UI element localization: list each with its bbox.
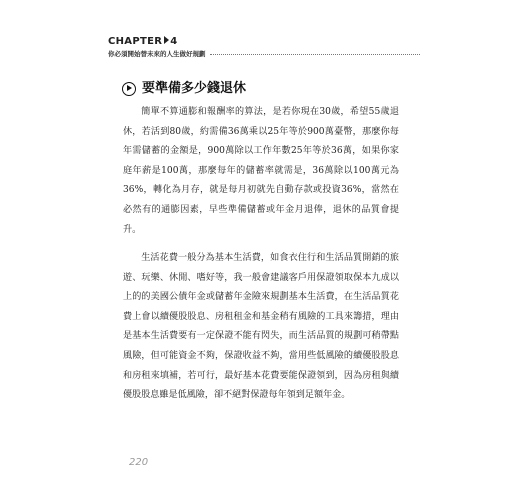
chapter-subtitle-row bbox=[108, 50, 420, 58]
section-title: 要準備多少錢退休 bbox=[142, 81, 247, 96]
page-number: 220 bbox=[129, 457, 149, 468]
section-heading bbox=[122, 81, 246, 96]
chapter-subtitle: 你必須開始替未來的人生做好規劃 bbox=[108, 50, 206, 58]
body-paragraph-1: 簡單不算通膨和報酬率的算法，是若你現在30歲，希望55歲退休，若活到80歲，約需備36萬乘以25年等於900萬臺幣，那麼你每年需儲蓄的金額是，900萬除以工作年數25年等於36萬，如果你家庭年薪是100萬，那麼每年的儲蓄率就需是，36萬除以100萬元為36%，轉化為月存，就是每月初就先自動存款或投資36%，當然在必然有的通膨因素，早些準備儲蓄或年金月退俸，退休的品質會提升。 bbox=[123, 107, 399, 235]
chapter-dotted-rule bbox=[210, 54, 421, 55]
chapter-arrow-icon bbox=[164, 36, 169, 44]
body-paragraph-2: 生活花費一般分為基本生活費，如食衣住行和生活品質開銷的旅遊、玩樂、休閒、嗜好等，我一般會建議客戶用保證領取保本九成以上的的美國公債年金或儲蓄年金險來規劃基本生活費，在生活品質花費上會以續優股股息、房租租金和基金稍有風險的工具來籌措，理由是基本生活費要有一定保證不能有閃失，而生活品質的規劃可稍帶點風險，但可能資金不夠，保證收益不夠，當用些低風險的續優股股息和房租來填補，若可行，最好基本花費要能保證領到，因為房租與續優股股息雖是低風險，卻不絕對保證每年領到足額年金。 bbox=[123, 253, 399, 401]
play-circle-icon bbox=[122, 82, 136, 96]
chapter-word: CHAPTER bbox=[108, 36, 163, 47]
chapter-label bbox=[108, 36, 420, 47]
chapter-number: 4 bbox=[170, 36, 178, 47]
chapter-header bbox=[108, 36, 420, 58]
